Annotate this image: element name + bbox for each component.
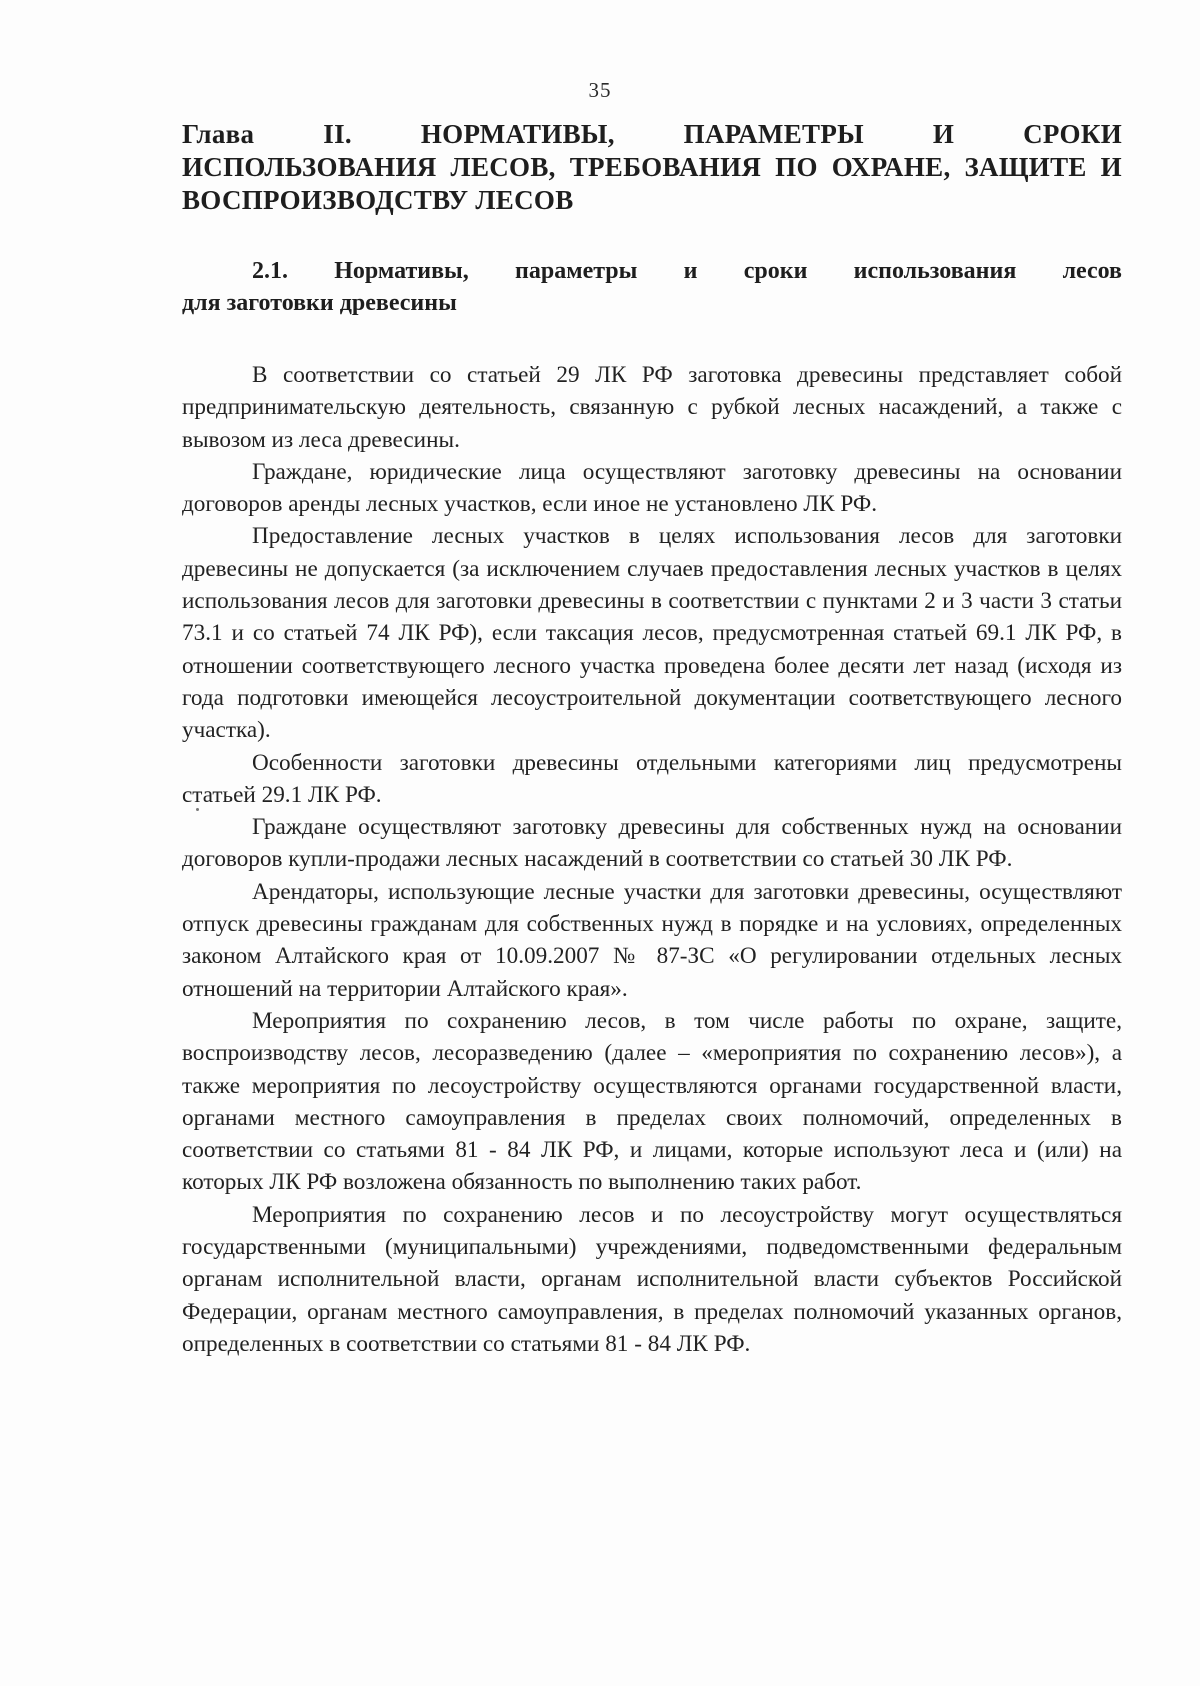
paragraph: Граждане осуществляют заготовку древесины для собственных нужд на основании договоров купли-продажи лесных насаждений в соответствии со статьей 30 ЛК РФ. — [182, 814, 1122, 873]
paragraph: Мероприятия по сохранению лесов и по лесоустройству могут осуществляться государственными (муниципальными) учреждениями, подведомственными федеральным органам исполнительной власти, органам исполнительной власти субъектов Российской Федерации, органам местного самоуправления, в пределах полномочий указанных органов, определенных в соответствии со статьями 81 - 84 ЛК РФ. — [182, 1201, 1122, 1357]
paragraph: Особенности заготовки древесины отдельными категориями лиц предусмотрены статьей 29.1 ЛК РФ. — [182, 749, 1122, 808]
chapter-heading — [182, 118, 1122, 217]
body-text — [182, 359, 1122, 1360]
paragraph: Арендаторы, использующие лесные участки для заготовки древесины, осуществляют отпуск древесины гражданам для собственных нужд в порядке и на условиях, определенных законом Алтайского края от 10.09.2007 № 87-ЗС «О регулировании отдельных лесных отношений на территории Алтайского края». — [182, 878, 1122, 1002]
section-heading — [182, 255, 1122, 319]
paragraph: Предоставление лесных участков в целях использования лесов для заготовки древесины не допускается (за исключением случаев предоставления лесных участков в целях использования лесов для заготовки древесины в соответствии с пунктами 2 и 3 части 3 статьи 73.1 и со статьей 74 ЛК РФ), если таксация лесов, предусмотренная статьей 69.1 ЛК РФ, в отношении соответствующего лесного участка проведена более десяти лет назад (исходя из года подготовки имеющейся лесоустроительной документации соответствующего лесного участка). — [182, 523, 1122, 744]
scan-speck — [196, 808, 199, 811]
chapter-heading-rest: ИСПОЛЬЗОВАНИЯ ЛЕСОВ, ТРЕБОВАНИЯ ПО ОХРАНЕ, ЗАЩИТЕ И ВОСПРОИЗВОДСТВУ ЛЕСОВ — [182, 152, 1122, 215]
paragraph: Мероприятия по сохранению лесов, в том числе работы по охране, защите, воспроизводству лесов, лесоразведению (далее – «мероприятия по сохранению лесов»), а также мероприятия по лесоустройству осуществляются органами государственной власти, органами местного самоуправления в пределах своих полномочий, определенных в соответствии со статьями 81 - 84 ЛК РФ, и лицами, которые используют леса и (или) на которых ЛК РФ возложена обязанность по выполнению таких работ. — [182, 1007, 1122, 1196]
page-content — [182, 118, 1122, 1360]
page-number: 35 — [588, 78, 612, 102]
section-heading-rest: для заготовки древесины — [182, 290, 457, 316]
paragraph: В соответствии со статьей 29 ЛК РФ заготовка древесины представляет собой предпринимательскую деятельность, связанную с рубкой лесных насаждений, а также с вывозом из леса древесины. — [182, 362, 1122, 453]
chapter-heading-line-1: Глава II. НОРМАТИВЫ, ПАРАМЕТРЫ И СРОКИ — [182, 119, 1122, 149]
paragraph: Граждане, юридические лица осуществляют заготовку древесины на основании договоров аренды лесных участков, если иное не установлено ЛК РФ. — [182, 458, 1122, 518]
section-heading-line-1: 2.1. Нормативы, параметры и сроки использования лесов — [252, 258, 1122, 284]
